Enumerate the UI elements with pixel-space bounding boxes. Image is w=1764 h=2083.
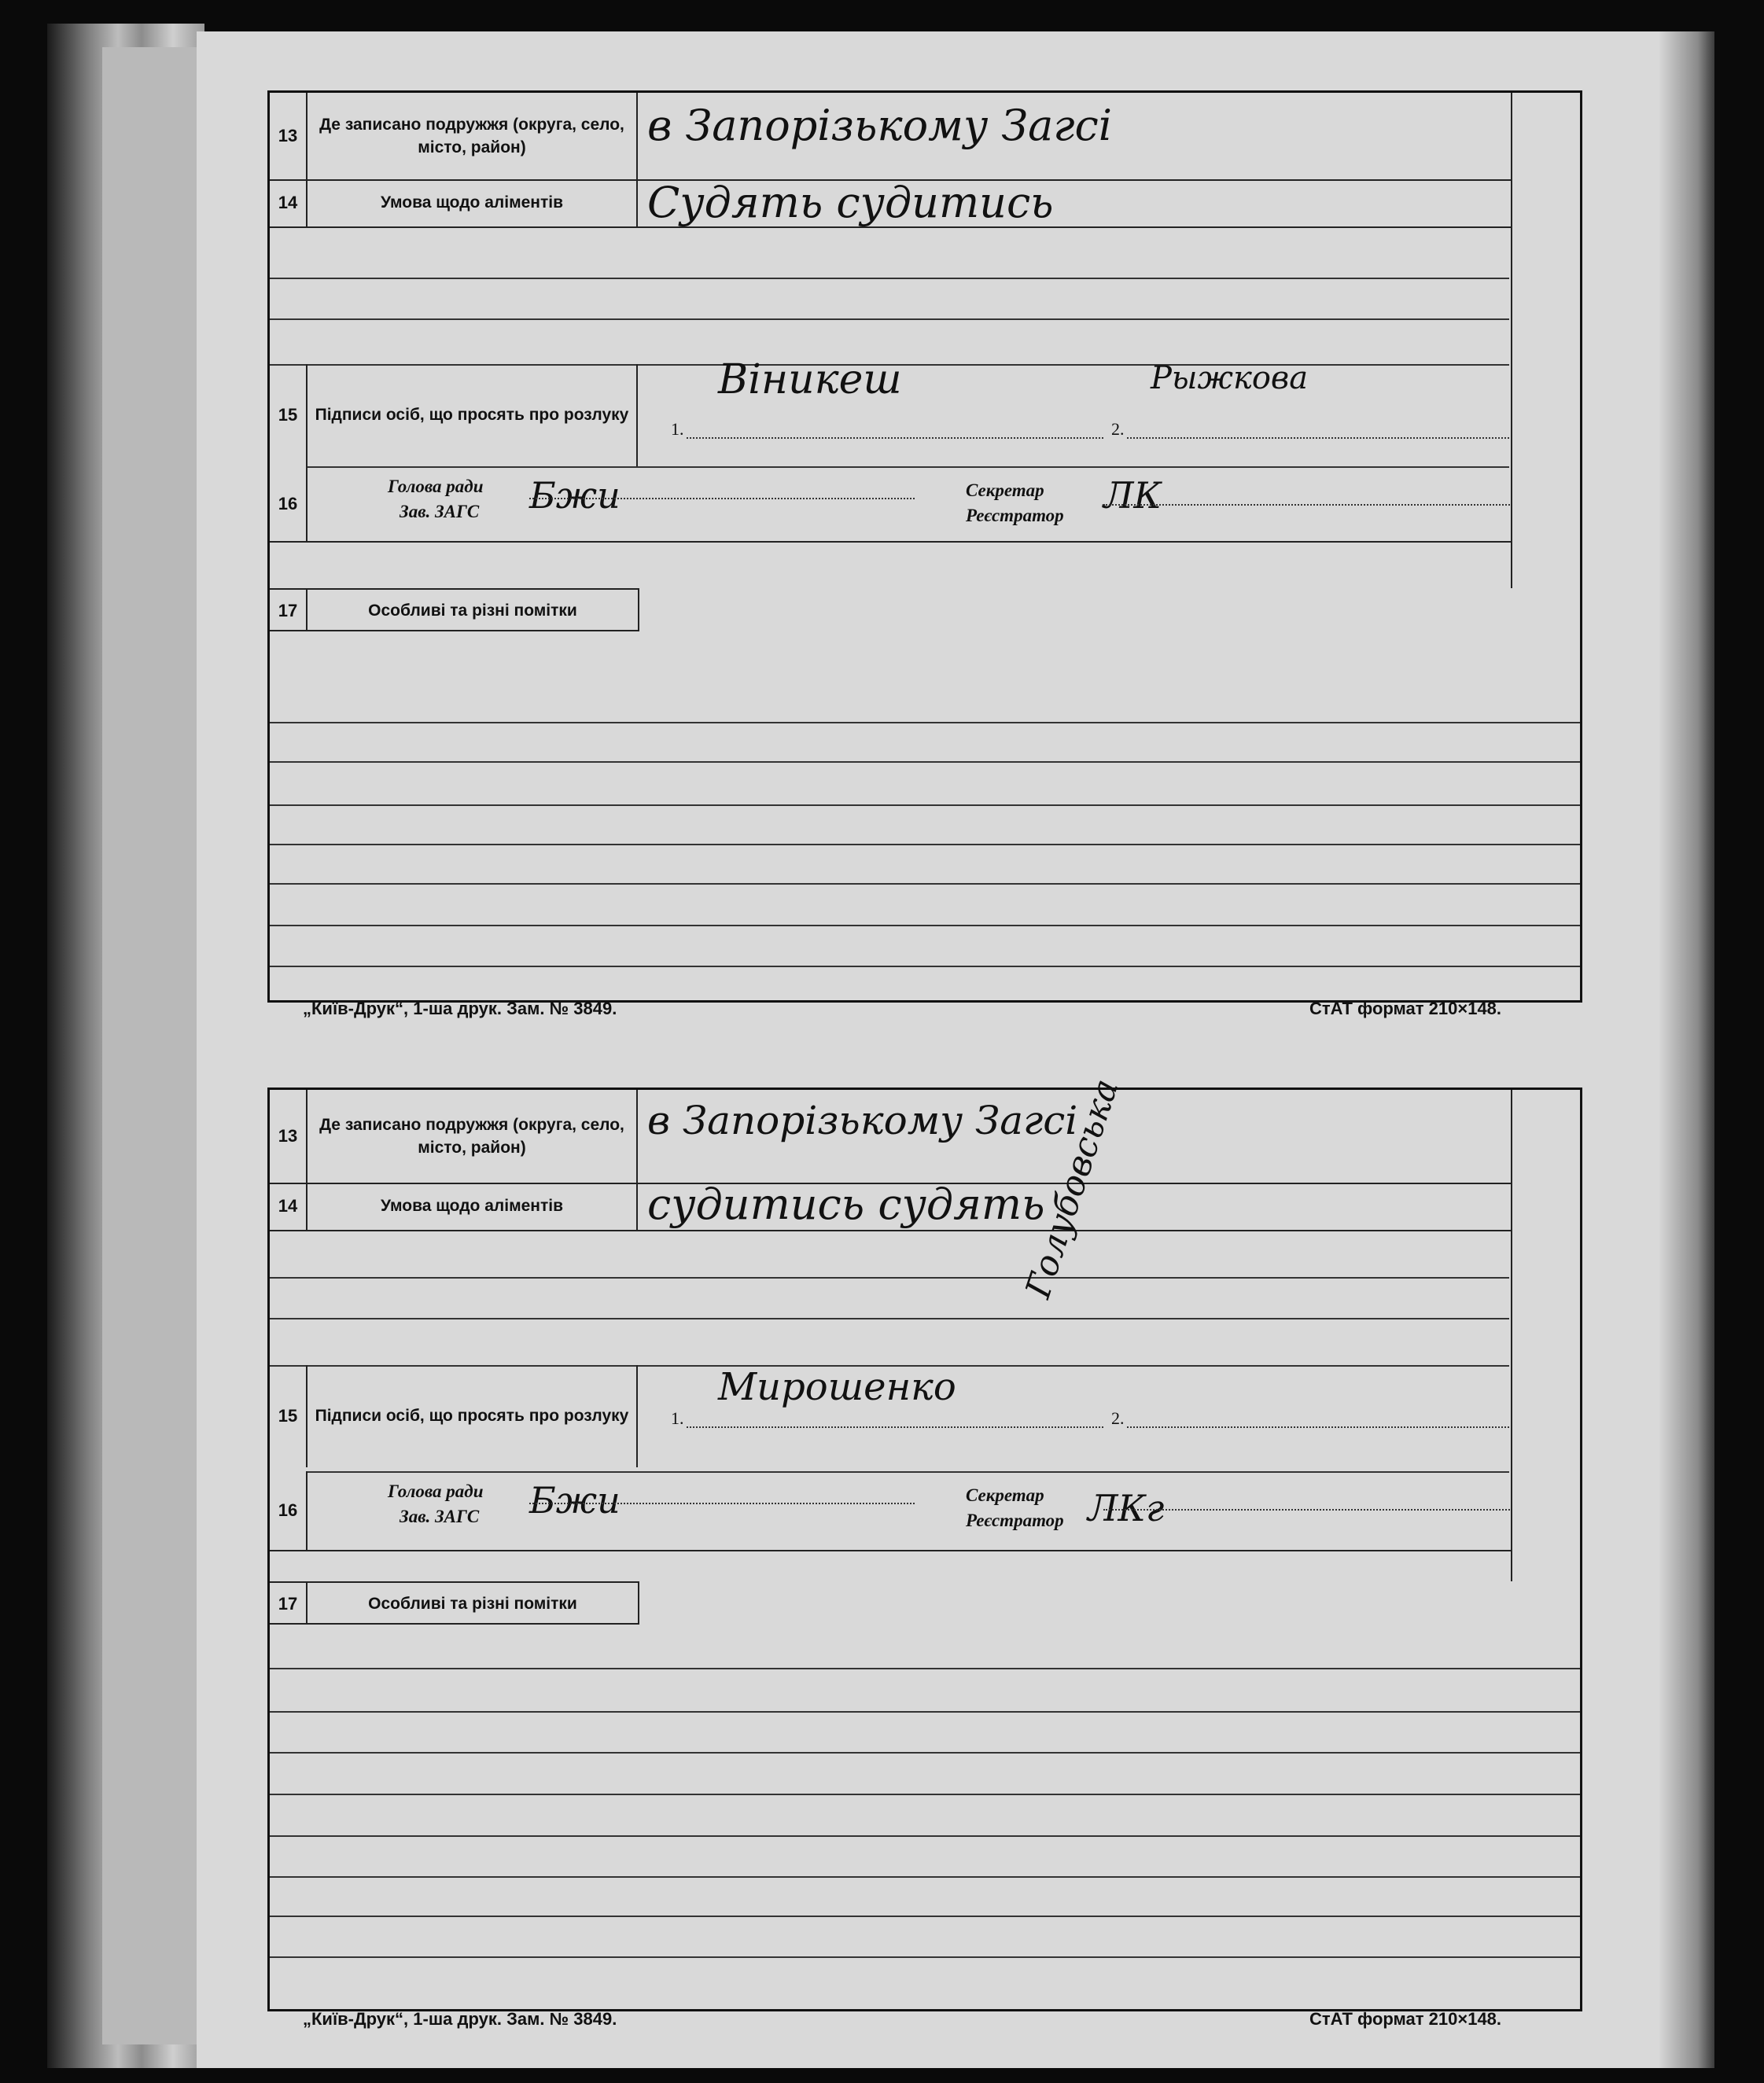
binding-edge-inner — [102, 47, 204, 2044]
role-head-registry: Зав. ЗАГС — [400, 1507, 480, 1526]
role-head-registry: Зав. ЗАГС — [400, 502, 480, 521]
row-number: 17 — [270, 590, 308, 631]
ruled-line — [270, 804, 1580, 806]
signature-number-2: 2. — [1111, 1408, 1125, 1428]
row-label: Умова щодо аліментів — [308, 179, 638, 226]
signature-line-1 — [687, 437, 1103, 439]
signature-number-1: 1. — [671, 1408, 684, 1428]
ruled-line — [270, 318, 1509, 320]
ruled-line — [270, 1277, 1509, 1279]
ruled-line — [270, 1794, 1580, 1795]
ruled-line — [270, 1835, 1580, 1837]
signature-registrar: ЛКг — [1088, 1487, 1165, 1529]
ruled-line — [270, 1711, 1580, 1713]
form-format: СтАТ формат 210×148. — [1309, 2009, 1502, 2029]
row-14 — [270, 179, 1512, 228]
row-number: 13 — [270, 1090, 308, 1183]
page-shadow — [1659, 31, 1714, 2068]
marriage-place-value: в Запорізькому Загсі — [647, 101, 1113, 150]
role-secretary: Секретар — [966, 480, 1044, 500]
row-number: 15 — [270, 1365, 308, 1467]
signature-line-head — [529, 1503, 915, 1504]
row-number: 15 — [270, 364, 308, 466]
row-label: Підписи осіб, що просять про розлуку — [308, 364, 638, 466]
ruled-line — [270, 1956, 1580, 1958]
row-label: Де записано подружжя (округа, село, місто, район) — [308, 93, 638, 179]
column-divider — [1511, 93, 1512, 588]
ruled-line — [270, 925, 1580, 926]
ruled-line — [270, 1876, 1580, 1878]
column-divider — [1511, 1090, 1512, 1581]
row-label: Підписи осіб, що просять про розлуку — [308, 1365, 638, 1467]
role-registrar: Реєстратор — [966, 1511, 1064, 1530]
signature-line-2 — [1127, 437, 1512, 439]
printer-imprint: „Київ-Друк“, 1-ша друк. Зам. № 3849. — [303, 2009, 617, 2029]
signature-line-1 — [687, 1426, 1103, 1428]
signature-registrar: ЛК — [1103, 474, 1162, 517]
row-13 — [270, 93, 1512, 181]
signature-line-registrar — [1103, 1509, 1512, 1511]
ruled-line — [270, 1752, 1580, 1754]
row-label: Особливі та різні помітки — [368, 1594, 577, 1613]
role-head-of-council: Голова ради — [388, 477, 484, 496]
ruled-line — [270, 278, 1509, 279]
row-label: Де записано подружжя (округа, село, місто, район) — [308, 1090, 638, 1183]
signature-applicant-2: Рыжкова — [1151, 360, 1309, 396]
printer-imprint: „Київ-Друк“, 1-ша друк. Зам. № 3849. — [303, 999, 617, 1018]
role-secretary: Секретар — [966, 1485, 1044, 1505]
ruled-line — [270, 1318, 1509, 1319]
row-label: Особливі та різні помітки — [368, 601, 577, 620]
row-number: 17 — [270, 1583, 308, 1625]
signature-line-2 — [1127, 1426, 1512, 1428]
divorce-record-form-bottom — [267, 1074, 1582, 2011]
ruled-line — [270, 722, 1580, 723]
role-head-of-council: Голова ради — [388, 1481, 484, 1501]
signature-applicant-1: Віникеш — [718, 356, 902, 403]
ruled-line — [270, 1916, 1580, 1917]
row-16 — [270, 466, 1512, 543]
row-number: 13 — [270, 93, 308, 179]
row-number: 16 — [270, 1471, 308, 1550]
row-14 — [270, 1180, 1512, 1231]
row-13 — [270, 1090, 1512, 1184]
signature-applicant-1: Мирошенко — [718, 1365, 956, 1409]
form-format: СтАТ формат 210×148. — [1309, 999, 1502, 1018]
ruled-line — [270, 844, 1580, 845]
signature-head: Бжи — [529, 1479, 621, 1522]
signature-line-head — [529, 498, 915, 499]
row-17 — [270, 1581, 639, 1625]
divorce-record-form-top — [267, 90, 1582, 1003]
row-15 — [270, 356, 1512, 466]
row-number: 14 — [270, 1183, 308, 1230]
row-number: 16 — [270, 466, 308, 541]
row-16 — [270, 1471, 1512, 1551]
ruled-line — [270, 1668, 1580, 1669]
role-registrar: Реєстратор — [966, 506, 1064, 525]
signature-head: Бжи — [529, 474, 621, 517]
marriage-place-value: в Запорізькому Загсі — [647, 1098, 1078, 1143]
ruled-line — [270, 883, 1580, 885]
ruled-line — [270, 761, 1580, 763]
row-number: 14 — [270, 179, 308, 226]
alimony-condition-value: судитись судять — [647, 1180, 1045, 1229]
ruled-line — [270, 966, 1580, 967]
alimony-condition-value: Судять судитись — [647, 178, 1054, 227]
row-17 — [270, 588, 639, 631]
signature-number-2: 2. — [1111, 419, 1125, 439]
row-label: Умова щодо аліментів — [308, 1183, 638, 1230]
signature-applicant-2: Голубовська — [1018, 1074, 1127, 1303]
signature-line-registrar — [1103, 504, 1512, 506]
signature-number-1: 1. — [671, 419, 684, 439]
